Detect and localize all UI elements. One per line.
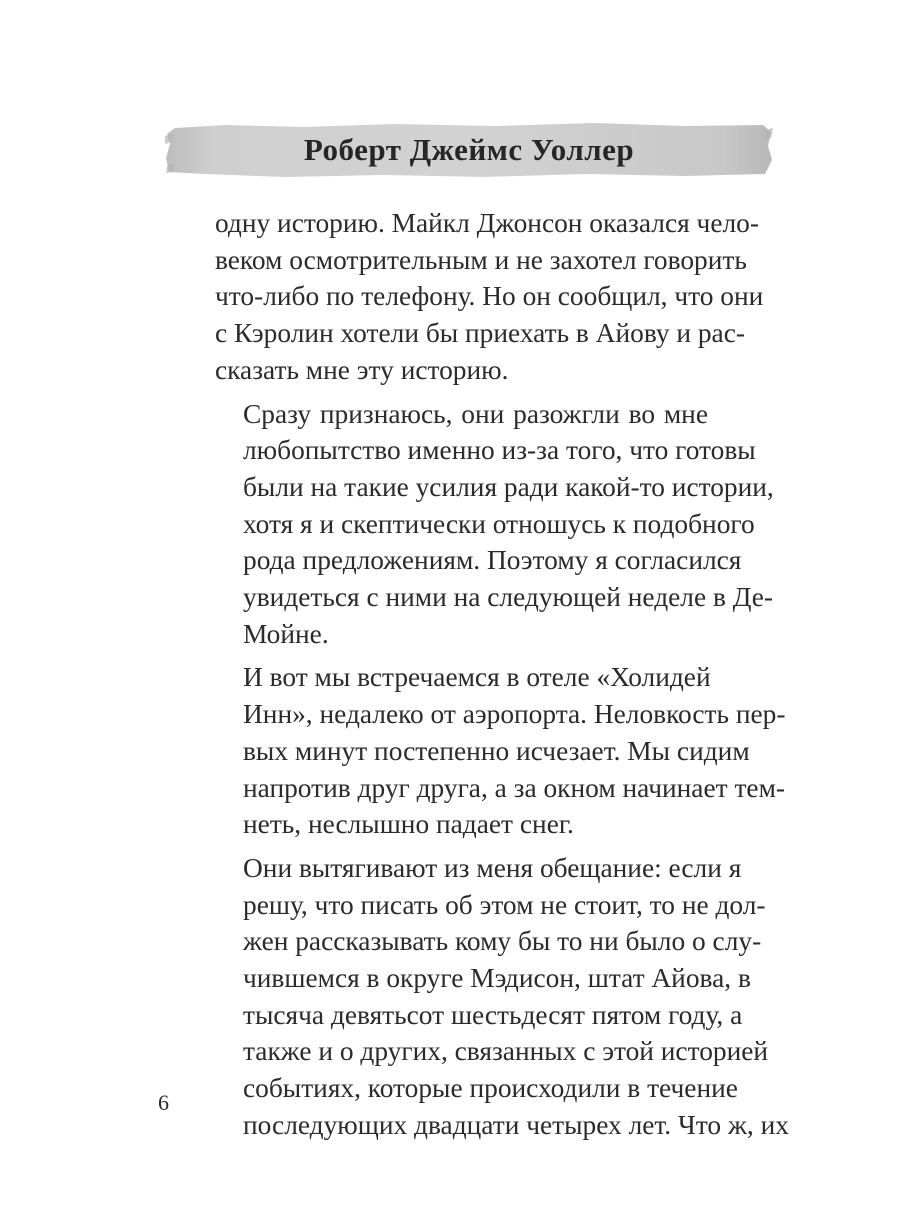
paragraph-1 xyxy=(215,205,764,389)
text-line: рода предложениям. Поэтому я согласился xyxy=(243,545,742,576)
body-text xyxy=(215,205,789,1144)
text-line: Мойне. xyxy=(243,618,329,649)
page-number: 6 xyxy=(158,1090,169,1115)
text-line: сказать мне эту историю. xyxy=(215,354,509,385)
text-line: неть, неслышно падает снег. xyxy=(243,809,574,840)
text-line: последующих двадцати четырех лет. Что ж, их xyxy=(243,1109,789,1140)
text-line: Инн», недалеко от аэропорта. Неловкость пер- xyxy=(243,699,786,730)
text-line: тысяча девятьсот шестьдесят пятом году, а xyxy=(243,999,743,1030)
text-line: решу, что писать об этом не стоит, то не дол- xyxy=(243,889,766,920)
text-line: чившемся в округе Мэдисон, штат Айова, в xyxy=(243,963,751,994)
text-line: напротив друг друга, а за окном начинает тем- xyxy=(243,772,786,803)
paragraph-4 xyxy=(215,850,789,1144)
text-line: Сразу признаюсь, они разожгли во мне xyxy=(243,398,708,429)
text-line: увидеться с ними на следующей неделе в Де- xyxy=(243,582,774,613)
running-head-author: Роберт Джеймс Уоллер xyxy=(303,132,635,167)
text-line: также и о других, связанных с этой историей xyxy=(243,1036,769,1067)
text-line: жен рассказывать кому бы то ни было о слу- xyxy=(243,926,762,957)
text-line: одну историю. Майкл Джонсон оказался чело- xyxy=(215,208,759,238)
text-line: веком осмотрительным и не захотел говорить xyxy=(215,244,747,275)
text-line: И вот мы встречаемся в отеле «Холидей xyxy=(243,662,711,693)
text-line: хотя я и скептически отношусь к подобного xyxy=(243,508,755,539)
paragraph-3 xyxy=(215,659,786,843)
text-line: с Кэролин хотели бы приехать в Айову и рас- xyxy=(215,318,745,349)
text-line: любопытство именно из-за того, что готовы xyxy=(243,435,756,466)
text-line: вых минут постепенно исчезает. Мы сидим xyxy=(243,735,750,766)
text-line: что-либо по телефону. Но он сообщил, что они xyxy=(215,281,764,312)
text-line: были на такие усилия ради какой-то истории, xyxy=(243,471,774,502)
text-line: Они вытягивают из меня обещание: если я xyxy=(243,852,742,883)
paragraph-2 xyxy=(215,396,774,653)
text-line: событиях, которые происходили в течение xyxy=(243,1073,738,1104)
